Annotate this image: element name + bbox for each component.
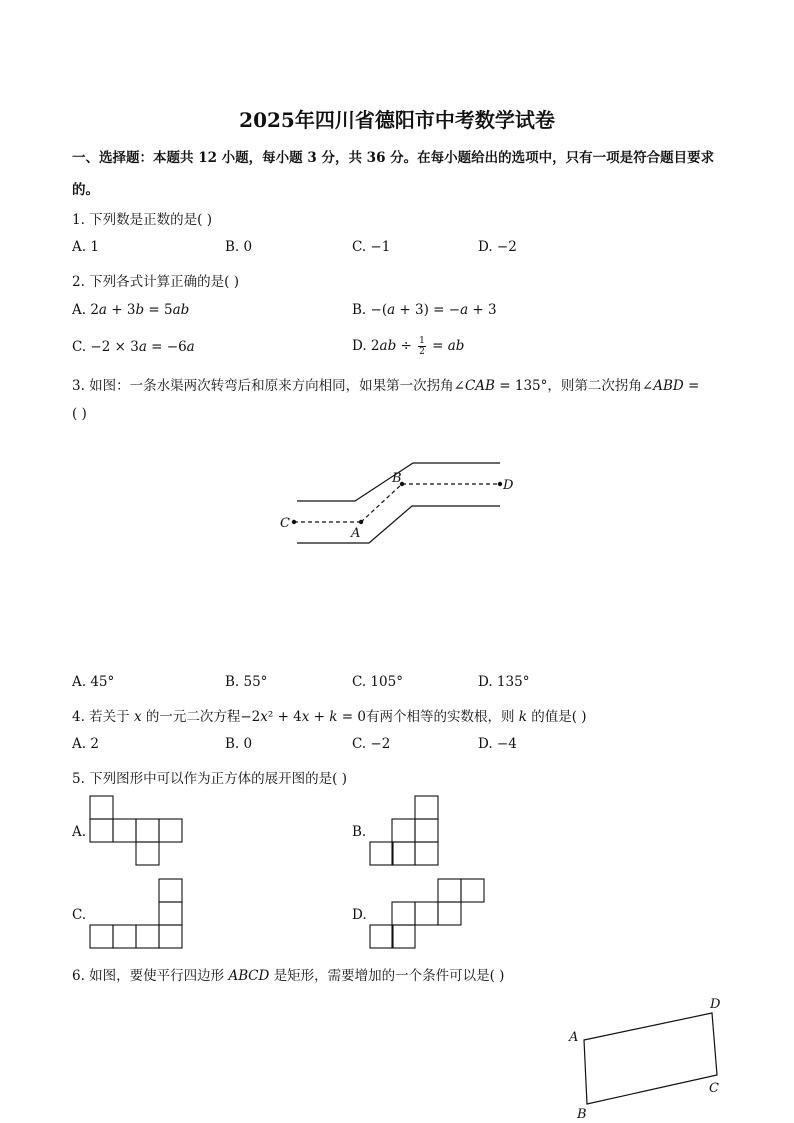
question-2-option-c: C. −2 × 3𝑎 = −6𝑎 xyxy=(72,339,195,355)
question-1-option-d: D. −2 xyxy=(478,239,517,255)
label-d: D xyxy=(503,478,514,493)
question-6-stem: 6. 如图，要使平行四边形 𝐴𝐵𝐶𝐷 是矩形，需要增加的一个条件可以是( ) xyxy=(72,968,505,984)
section-heading-line1: 一、选择题：本题共 12 小题，每小题 3 分，共 36 分。在每小题给出的选项中，只有一项是符合题目要求 xyxy=(72,150,715,166)
question-5-stem: 5. 下列图形中可以作为正方体的展开图的是( ) xyxy=(72,771,347,787)
question-4-option-d: D. −4 xyxy=(478,736,517,752)
label-d: D xyxy=(710,997,721,1012)
question-2-option-d-prefix: D. 2𝑎𝑏 ÷ xyxy=(352,338,412,354)
section-heading-line2: 的。 xyxy=(72,182,99,198)
question-1-option-c: C. −1 xyxy=(352,239,391,255)
label-c: C xyxy=(709,1081,719,1096)
label-c: C xyxy=(280,516,290,531)
question-4-option-a: A. 2 xyxy=(72,736,99,752)
question-2-option-b: B. −(𝑎 + 3) = −𝑎 + 3 xyxy=(352,302,497,318)
question-2-option-a: A. 2𝑎 + 3𝑏 = 5𝑎𝑏 xyxy=(72,302,190,318)
question-2-option-d-suffix: = 𝑎𝑏 xyxy=(432,338,465,354)
fraction-denominator: 2 xyxy=(419,347,425,357)
question-3-option-d: D. 135° xyxy=(478,674,530,690)
parallelogram-abcd xyxy=(584,1013,717,1104)
question-3-option-b: B. 55° xyxy=(225,674,268,690)
fraction-numerator: 1 xyxy=(419,336,425,346)
label-a: A xyxy=(351,526,361,541)
net-b-label: B. xyxy=(352,824,367,840)
question-4-stem: 4. 若关于 𝑥 的一元二次方程−2𝑥² + 4𝑥 + 𝑘 = 0有两个相等的实数根，则 𝑘 的值是( ) xyxy=(72,709,587,725)
question-3-option-a: A. 45° xyxy=(72,674,115,690)
question-4-option-b: B. 0 xyxy=(225,736,253,752)
question-3-option-c: C. 105° xyxy=(352,674,403,690)
label-b: B xyxy=(392,471,402,486)
net-c-label: C. xyxy=(72,907,87,923)
net-d-label: D. xyxy=(352,907,367,923)
net-a-label: A. xyxy=(72,824,87,840)
label-b: B xyxy=(577,1107,587,1122)
question-2-stem: 2. 下列各式计算正确的是( ) xyxy=(72,274,239,290)
label-a: A xyxy=(569,1030,579,1045)
question-1-stem: 1. 下列数是正数的是( ) xyxy=(72,212,212,228)
question-3-stem-line1: 3. 如图：一条水渠两次转弯后和原来方向相同，如果第一次拐角∠𝐶𝐴𝐵 = 135°，则第二次拐角∠𝐴𝐵𝐷 = xyxy=(72,378,700,394)
exam-title: 2025年四川省德阳市中考数学试卷 xyxy=(239,108,555,132)
question-1-option-b: B. 0 xyxy=(225,239,253,255)
question-1-option-a: A. 1 xyxy=(72,239,99,255)
question-4-option-c: C. −2 xyxy=(352,736,391,752)
question-3-stem-line2: ( ) xyxy=(72,406,87,422)
